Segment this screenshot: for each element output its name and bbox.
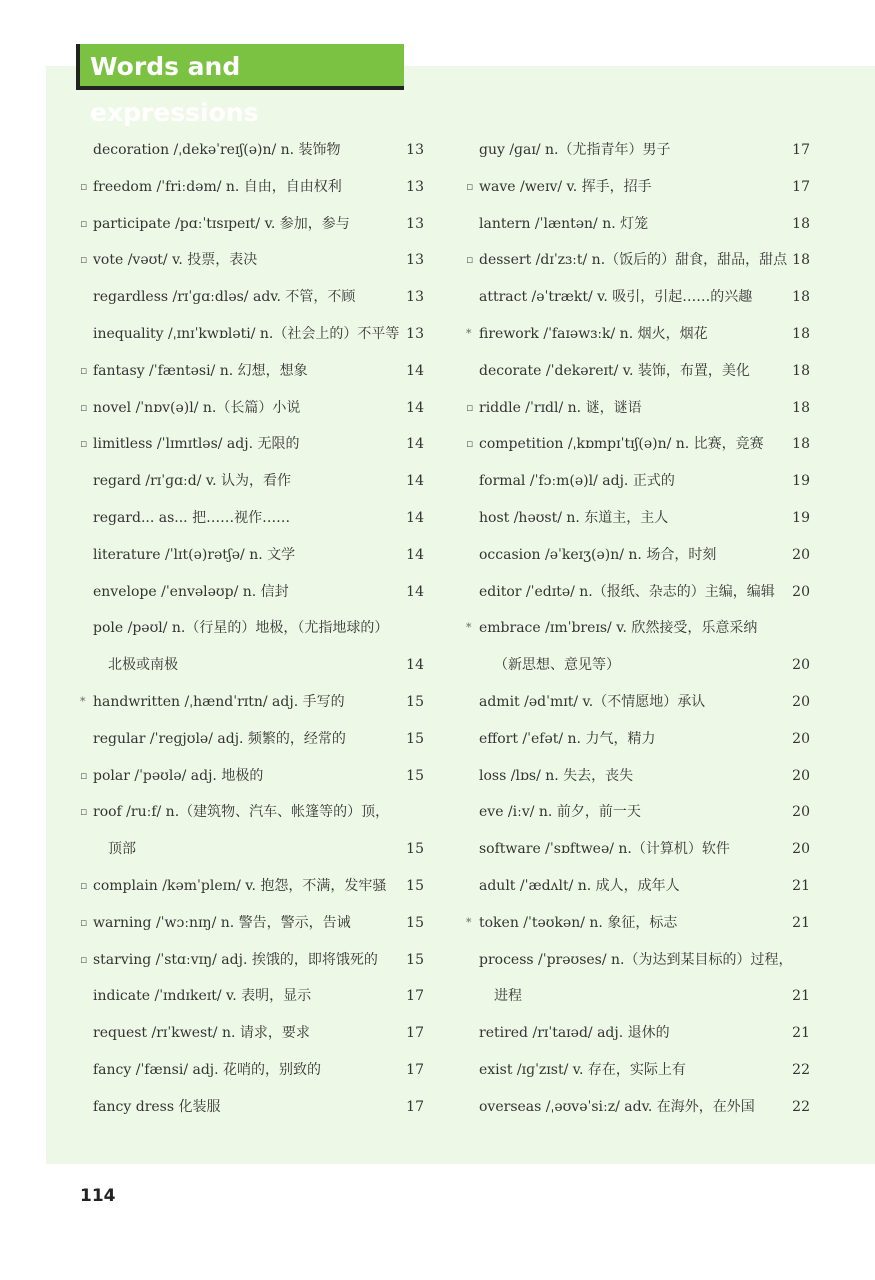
entry-text: 顶部 [108,841,136,858]
entry-page: 19 [792,473,810,490]
entry-text: embrace /ɪmˈbreɪs/ v. 欣然接受，乐意采纳 [479,620,758,637]
entry-page: 20 [792,804,810,821]
entry-page: 17 [406,1025,424,1042]
entry-marker: ▫ [80,915,88,929]
glossary-entry [80,426,430,463]
entry-text: regular /ˈreɡjʊlə/ adj. 频繁的，经常的 [93,730,346,747]
glossary-column-left [80,132,430,1126]
glossary-entry [466,721,816,758]
entry-marker: ▫ [80,768,88,782]
entry-page: 14 [406,657,424,674]
entry-page: 17 [792,142,810,158]
entry-text: inequality /ˌɪnɪˈkwɒləti/ n.（社会上的）不平等 [93,325,400,342]
entry-page: 18 [792,436,810,453]
glossary-entry [80,316,430,353]
entry-text: fancy dress 化装服 [93,1098,221,1115]
glossary-entry [466,978,816,1015]
section-heading: Words and expressions [76,44,404,90]
entry-page: 20 [792,546,810,563]
entry-text: handwritten /ˌhændˈrɪtn/ adj. 手写的 [93,693,345,710]
entry-page: 15 [406,877,424,894]
entry-text: freedom /ˈfriːdəm/ n. 自由，自由权利 [93,178,342,195]
entry-page: 15 [406,914,424,931]
entry-page: 13 [406,178,424,195]
entry-text: token /ˈtəʊkən/ n. 象征，标志 [479,914,678,931]
entry-text: regardless /rɪˈɡɑːdləs/ adv. 不管，不顾 [93,289,356,306]
entry-text: retired /rɪˈtaɪəd/ adj. 退休的 [479,1025,670,1042]
glossary-entry [466,1015,816,1052]
entry-marker: ▫ [80,437,88,451]
entry-text: 进程 [494,988,522,1005]
glossary-entry [80,1052,430,1089]
glossary-entry [80,978,430,1015]
entry-text: competition /ˌkɒmpɪˈtɪʃ(ə)n/ n. 比赛，竞赛 [479,436,764,453]
glossary-entry [466,574,816,611]
entry-text: （新思想、意见等） [494,657,620,674]
glossary-entry [80,794,430,831]
entry-page: 18 [792,362,810,379]
entry-page: 18 [792,325,810,342]
glossary-entry [80,684,430,721]
entry-text: complain /kəmˈpleɪn/ v. 抱怨，不满，发牢骚 [93,877,387,894]
glossary-entry [466,831,816,868]
entry-text: participate /pɑːˈtɪsɪpeɪt/ v. 参加，参与 [93,215,350,232]
entry-page: 20 [792,841,810,858]
glossary-entry [466,426,816,463]
entry-text: occasion /əˈkeɪʒ(ə)n/ n. 场合，时刻 [479,546,717,563]
entry-page: 21 [792,988,810,1005]
entry-page: 18 [792,289,810,306]
entry-page: 14 [406,509,424,526]
entry-text: overseas /ˌəʊvəˈsiːz/ adv. 在海外，在外国 [479,1098,755,1115]
entry-page: 21 [792,877,810,894]
glossary-entry [80,242,430,279]
entry-marker: ▫ [80,179,88,193]
entry-page: 18 [792,399,810,416]
entry-marker: ▫ [466,437,474,451]
glossary-entry [80,1015,430,1052]
glossary-entry [80,279,430,316]
glossary-entry [80,390,430,427]
entry-page: 14 [406,583,424,600]
entry-page: 17 [406,1061,424,1078]
entry-marker: ▫ [466,179,474,193]
entry-page: 14 [406,436,424,453]
entry-page: 14 [406,362,424,379]
entry-page: 15 [406,841,424,858]
entry-text: regard... as... 把……视作…… [93,509,291,526]
entry-text: riddle /ˈrɪdl/ n. 谜，谜语 [479,399,642,416]
entry-text: process /ˈprəʊses/ n.（为达到某目标的）过程， [479,951,793,968]
entry-marker: * [466,326,472,340]
glossary-entry [80,610,430,647]
entry-page: 20 [792,657,810,674]
glossary-entry [466,279,816,316]
entry-page: 14 [406,473,424,490]
glossary-entry [466,758,816,795]
entry-page: 15 [406,951,424,968]
entry-text: lantern /ˈlæntən/ n. 灯笼 [479,215,649,232]
entry-text: novel /ˈnɒv(ə)l/ n.（长篇）小说 [93,399,301,416]
glossary-entry [80,169,430,206]
entry-page: 18 [792,252,810,269]
entry-marker: ▫ [80,400,88,414]
entry-page: 14 [406,399,424,416]
glossary-entry [80,574,430,611]
glossary-entry [80,758,430,795]
entry-page: 21 [792,1025,810,1042]
entry-marker: * [466,621,472,635]
entry-text: wave /weɪv/ v. 挥手，招手 [479,178,652,195]
entry-text: starving /ˈstɑːvɪŋ/ adj. 挨饿的，即将饿死的 [93,951,378,968]
glossary-entry [466,868,816,905]
entry-text: indicate /ˈɪndɪkeɪt/ v. 表明，显示 [93,988,312,1005]
entry-text: admit /ədˈmɪt/ v.（不情愿地）承认 [479,693,706,710]
glossary-entry [466,537,816,574]
glossary-entry [466,316,816,353]
glossary-entry [80,868,430,905]
entry-text: dessert /dɪˈzɜːt/ n.（饭后的）甜食，甜品，甜点 [479,252,788,269]
glossary-entry [80,905,430,942]
entry-text: adult /ˈædʌlt/ n. 成人，成年人 [479,877,680,894]
entry-text: request /rɪˈkwest/ n. 请求，要求 [93,1025,310,1042]
glossary-entry [466,684,816,721]
entry-page: 20 [792,730,810,747]
entry-text: fancy /ˈfænsi/ adj. 花哨的，别致的 [93,1061,322,1078]
entry-text: polar /ˈpəʊlə/ adj. 地极的 [93,767,264,784]
entry-page: 13 [406,215,424,232]
entry-marker: ▫ [466,253,474,267]
page-number: 114 [80,1186,116,1206]
entry-marker: * [80,694,86,708]
glossary-entry [466,463,816,500]
entry-page: 17 [406,988,424,1005]
glossary-entry [80,132,430,169]
entry-text: attract /əˈtrækt/ v. 吸引，引起……的兴趣 [479,289,753,306]
glossary-entry [80,206,430,243]
entry-marker: ▫ [80,878,88,892]
entry-text: roof /ruːf/ n.（建筑物、汽车、帐篷等的）顶， [93,804,390,821]
glossary-entry [80,353,430,390]
glossary-entry [80,500,430,537]
glossary-entry [80,463,430,500]
entry-text: decorate /ˈdekəreɪt/ v. 装饰，布置，美化 [479,362,750,379]
entry-page: 20 [792,767,810,784]
entry-marker: ▫ [466,400,474,414]
entry-marker: ▫ [80,952,88,966]
entry-text: vote /vəʊt/ v. 投票，表决 [93,252,258,269]
entry-text: decoration /ˌdekəˈreɪʃ(ə)n/ n. 装饰物 [93,142,341,158]
entry-page: 19 [792,509,810,526]
glossary-column-right [466,132,816,1126]
entry-text: warning /ˈwɔːnɪŋ/ n. 警告，警示，告诫 [93,914,351,931]
entry-text: effort /ˈefət/ n. 力气，精力 [479,730,656,747]
entry-page: 13 [406,325,424,342]
entry-text: loss /lɒs/ n. 失去，丧失 [479,767,634,784]
entry-page: 20 [792,693,810,710]
entry-text: pole /pəʊl/ n.（行星的）地极，（尤指地球的） [93,620,389,637]
glossary-entry [80,721,430,758]
glossary-entry [466,169,816,206]
glossary-entry [80,942,430,979]
entry-text: regard /rɪˈɡɑːd/ v. 认为，看作 [93,473,292,490]
glossary-entry [80,831,430,868]
glossary-entry [80,647,430,684]
entry-text: literature /ˈlɪt(ə)rətʃə/ n. 文学 [93,546,296,563]
entry-page: 15 [406,767,424,784]
entry-page: 17 [792,178,810,195]
entry-page: 20 [792,583,810,600]
entry-text: editor /ˈedɪtə/ n.（报纸、杂志的）主编，编辑 [479,583,775,600]
entry-page: 13 [406,252,424,269]
entry-page: 18 [792,215,810,232]
glossary-entry [80,537,430,574]
entry-text: eve /iːv/ n. 前夕，前一天 [479,804,641,821]
entry-marker: ▫ [80,805,88,819]
entry-text: 北极或南极 [108,657,178,674]
entry-text: envelope /ˈenvələʊp/ n. 信封 [93,583,289,600]
entry-marker: ▫ [80,216,88,230]
entry-page: 22 [792,1098,810,1115]
glossary-entry [466,242,816,279]
glossary-entry [466,610,816,647]
entry-page: 21 [792,914,810,931]
entry-page: 15 [406,730,424,747]
glossary-entry [466,1089,816,1126]
glossary-entry [466,500,816,537]
entry-text: formal /ˈfɔːm(ə)l/ adj. 正式的 [479,473,675,490]
entry-text: host /həʊst/ n. 东道主，主人 [479,509,669,526]
entry-marker: * [466,915,472,929]
glossary-entry [466,353,816,390]
glossary-entry [466,942,816,979]
entry-marker: ▫ [80,363,88,377]
entry-page: 13 [406,142,424,158]
entry-page: 13 [406,289,424,306]
entry-page: 15 [406,693,424,710]
glossary-entry [466,1052,816,1089]
entry-page: 22 [792,1061,810,1078]
glossary-entry [466,206,816,243]
glossary-entry [466,390,816,427]
entry-marker: ▫ [80,253,88,267]
entry-text: fantasy /ˈfæntəsi/ n. 幻想，想象 [93,362,308,379]
entry-text: guy /ɡaɪ/ n.（尤指青年）男子 [479,142,671,158]
entry-page: 17 [406,1098,424,1115]
glossary-entry [466,905,816,942]
entry-text: exist /ɪɡˈzɪst/ v. 存在，实际上有 [479,1061,686,1078]
glossary-entry [80,1089,430,1126]
entry-text: firework /ˈfaɪəwɜːk/ n. 烟火，烟花 [479,325,708,342]
entry-page: 14 [406,546,424,563]
entry-text: software /ˈsɒftweə/ n.（计算机）软件 [479,841,730,858]
glossary-entry [466,794,816,831]
glossary-entry [466,647,816,684]
entry-text: limitless /ˈlɪmɪtləs/ adj. 无限的 [93,436,300,453]
glossary-entry [466,132,816,169]
